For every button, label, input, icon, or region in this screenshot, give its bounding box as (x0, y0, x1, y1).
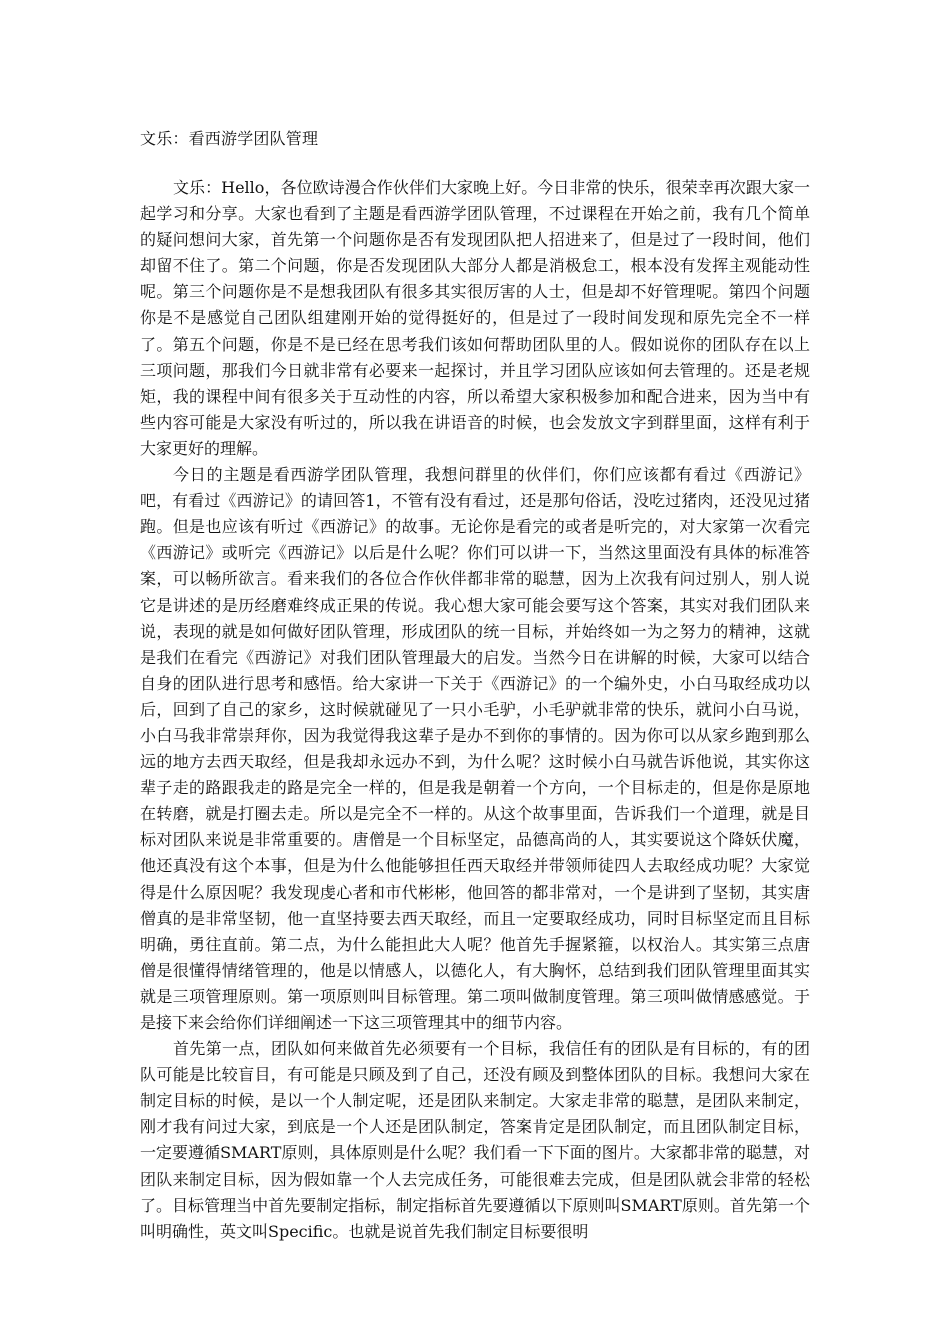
document-body (140, 175, 810, 1245)
document-title: 文乐：看西游学团队管理 (140, 129, 319, 148)
paragraph-journey-west-story: 今日的主题是看西游学团队管理，我想问群里的伙伴们，你们应该都有看过《西游记》吧，有看过《西游记》的请回答1，不管有没有看过，还是那句俗话，没吃过猪肉，还没见过猪跑。但是也应该有听过《西游记》的故事。无论你是看完的或者是听完的，对大家第一次看完《西游记》或听完《西游记》以后是什么呢？你们可以讲一下，当然这里面没有具体的标准答案，可以畅所欲言。看来我们的各位合作伙伴都非常的聪慧，因为上次我有问过别人，别人说它是讲述的是历经磨难终成正果的传说。我心想大家可能会要写这个答案，其实对我们团队来说，表现的就是如何做好团队管理，形成团队的统一目标，并始终如一为之努力的精神，这就是我们在看完《西游记》对我们团队管理最大的启发。当然今日在讲解的时候，大家可以结合自身的团队进行思考和感悟。给大家讲一下关于《西游记》的一个编外史，小白马取经成功以后，回到了自己的家乡，这时候就碰见了一只小毛驴，小毛驴就非常的快乐，就问小白马说，小白马我非常崇拜你，因为我觉得我这辈子是办不到你的事情的。因为你可以从家乡跑到那么远的地方去西天取经，但是我却永远办不到，为什么呢？这时候小白马就告诉他说，其实你这辈子走的路跟我走的路是完全一样的，但是我是朝着一个方向，一个目标走的，但是你是原地在转磨，就是打圈去走。所以是完全不一样的。从这个故事里面，告诉我们一个道理，就是目标对团队来说是非常重要的。唐僧是一个目标坚定，品德高尚的人，其实要说这个降妖伏魔，他还真没有这个本事，但是为什么他能够担任西天取经并带领师徒四人去取经成功呢？大家觉得是什么原因呢？我发现虔心者和市代彬彬，他回答的都非常对，一个是讲到了坚韧，其实唐僧真的是非常坚韧，他一直坚持要去西天取经，而且一定要取经成功，同时目标坚定而且目标明确，勇往直前。第二点，为什么能担此大人呢？他首先手握紧箍，以权治人。其实第三点唐僧是很懂得情绪管理的，他是以情感人，以德化人，有大胸怀，总结到我们团队管理里面其实就是三项管理原则。第一项原则叫目标管理。第二项叫做制度管理。第三项叫做情感感觉。于是接下来会给你们详细阐述一下这三项管理其中的细节内容。 (140, 465, 810, 1032)
paragraph-goal-management: 首先第一点，团队如何来做首先必须要有一个目标，我信任有的团队是有目标的，有的团队可能是比较盲目，有可能是只顾及到了自己，还没有顾及到整体团队的目标。我想问大家在制定目标的时候，是以一个人制定呢，还是团队来制定。大家走非常的聪慧，是团队来制定，刚才我有问过大家，到底是一个人还是团队制定，答案肯定是团队制定，而且团队制定目标，一定要遵循SMART原则，具体原则是什么呢？我们看一下下面的图片。大家都非常的聪慧，对团队来制定目标，因为假如靠一个人去完成任务，可能很难去完成，但是团队就会非常的轻松了。目标管理当中首先要制定指标，制定指标首先要遵循以下原则叫SMART原则。首先第一个叫明确性，英文叫Specific。也就是说首先我们制定目标要很明 (140, 1039, 810, 1241)
paragraph-intro: 文乐：Hello，各位欧诗漫合作伙伴们大家晚上好。今日非常的快乐，很荣幸再次跟大家一起学习和分享。大家也看到了主题是看西游学团队管理，不过课程在开始之前，我有几个简单的疑问想问大家，首先第一个问题你是否有发现团队把人招进来了，但是过了一段时间，他们却留不住了。第二个问题，你是否发现团队大部分人都是消极怠工，根本没有发挥主观能动性呢。第三个问题你是不是想我团队有很多其实很厉害的人士，但是却不好管理呢。第四个问题你是不是感觉自己团队组建刚开始的觉得挺好的，但是过了一段时间发现和原先完全不一样了。第五个问题，你是不是已经在思考我们该如何帮助团队里的人。假如说你的团队存在以上三项问题，那我们今日就非常有必要来一起探讨，并且学习团队应该如何去管理的。还是老规矩，我的课程中间有很多关于互动性的内容，所以希望大家积极参加和配合进来，因为当中有些内容可能是大家没有听过的，所以我在讲语音的时候，也会发放文字到群里面，这样有利于大家更好的理解。 (140, 178, 810, 458)
